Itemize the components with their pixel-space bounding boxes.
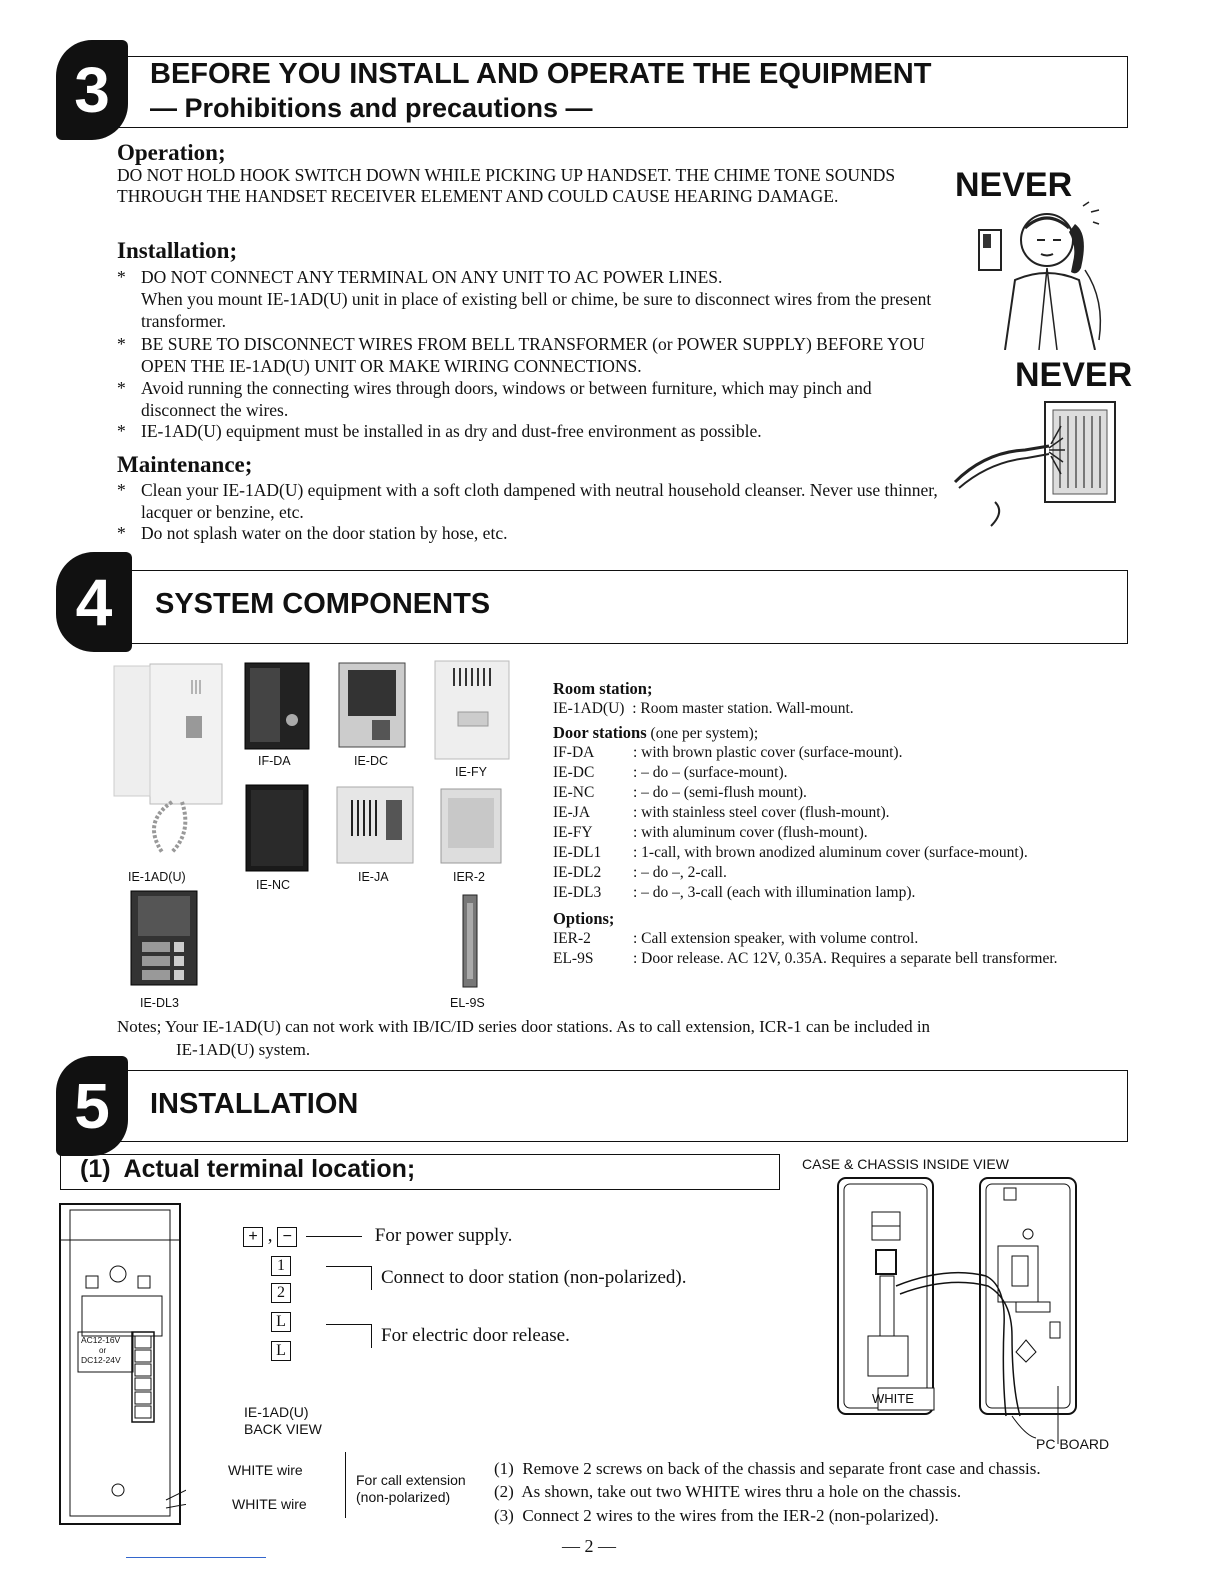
el-9s-door-release-image — [455, 893, 485, 989]
white-label-case: WHITE — [872, 1391, 914, 1406]
call-extension-label-2: (non-polarized) — [356, 1489, 451, 1505]
door-item-ie-ja — [553, 803, 890, 823]
door-stations-heading — [553, 723, 758, 744]
section-3-number-badge — [56, 40, 128, 140]
installation-item-3-text: Avoid running the connecting wires through doors, windows or between furniture, which may pinch and disconnect the wires. — [141, 378, 872, 420]
panel-ac-label: AC12-16V — [81, 1335, 121, 1345]
option-item-ier-2 — [553, 929, 918, 949]
section-3-title: BEFORE YOU INSTALL AND OPERATE THE EQUIPMENT — [150, 58, 932, 90]
caption-ier-2: IER-2 — [453, 870, 485, 884]
page-number: — 2 — — [562, 1536, 616, 1556]
ie-dl3-door-station-image — [130, 890, 198, 986]
ie-1adu-back-view-drawing — [56, 1200, 186, 1530]
step-1: (1) Remove 2 screws on back of the chassis and separate front case and chassis. — [494, 1459, 1041, 1478]
door-item-value: : with aluminum cover (flush-mount). — [633, 824, 868, 841]
door-item-ie-dl2 — [553, 863, 727, 883]
caption-ie-1adu: IE-1AD(U) — [128, 870, 186, 884]
option-item-key: EL-9S — [553, 950, 594, 967]
section-5-number: 5 — [74, 1070, 110, 1142]
pc-board-label: PC BOARD — [1036, 1436, 1110, 1452]
panel-dc-label: DC12-24V — [81, 1355, 121, 1365]
terminal-minus: − — [277, 1227, 297, 1247]
white-wire-bracket — [338, 1452, 346, 1518]
bullet-star: * — [117, 267, 126, 287]
section-3-subtitle: — Prohibitions and precautions — — [150, 93, 593, 123]
terminal-l2: L — [271, 1341, 291, 1361]
panel-or-label: or — [99, 1346, 107, 1355]
terminal-1-box — [271, 1254, 291, 1276]
door-item-value: : – do – (semi-flush mount). — [633, 784, 807, 801]
option-item-el-9s — [553, 949, 1058, 969]
door-item-ie-dc — [553, 763, 788, 783]
door-item-key: IF-DA — [553, 744, 595, 761]
door-item-key: IE-DL3 — [553, 884, 602, 901]
notes-line-1: Notes; Your IE-1AD(U) can not work with IB/IC/ID series door stations. As to call extension, ICR-1 can be included in — [117, 1017, 931, 1036]
bracket-door-line — [326, 1266, 372, 1290]
handset-warning-illustration — [975, 200, 1125, 350]
ie-fy-door-station-image — [434, 660, 510, 760]
case-chassis-caption: CASE & CHASSIS INSIDE VIEW — [802, 1156, 1009, 1172]
caption-ie-ja: IE-JA — [358, 870, 389, 884]
step-2: (2) As shown, take out two WHITE wires thru a hole on the chassis. — [494, 1482, 962, 1501]
terminal-l1: L — [271, 1312, 291, 1332]
white-wire-label-1: WHITE wire — [228, 1462, 303, 1478]
option-item-key: IER-2 — [553, 930, 591, 947]
terminal-1: 1 — [271, 1256, 291, 1276]
door-item-if-da — [553, 743, 902, 763]
terminal-location-title: (1) Actual terminal location; — [80, 1155, 416, 1183]
caption-el-9s: EL-9S — [450, 996, 485, 1010]
options-heading: Options; — [553, 909, 615, 928]
back-view-caption-2: BACK VIEW — [244, 1421, 322, 1437]
room-station-heading: Room station; — [553, 679, 653, 698]
dash-line — [306, 1236, 362, 1237]
maintenance-item-1 — [117, 479, 941, 523]
installation-heading: Installation; — [117, 238, 238, 263]
bullet-star: * — [117, 421, 126, 441]
terminal-power-row: + , − For power supply. — [243, 1225, 512, 1247]
installation-item-2 — [117, 333, 941, 377]
section-4-title: SYSTEM COMPONENTS — [155, 588, 491, 620]
hose-warning-illustration — [945, 392, 1125, 532]
ie-1adu-room-station-image — [112, 662, 227, 862]
terminal-plus: + — [243, 1227, 263, 1247]
caption-ie-nc: IE-NC — [256, 878, 291, 892]
terminal-door-text: Connect to door station (non-polarized). — [381, 1267, 687, 1288]
if-da-door-station-image — [244, 662, 310, 750]
caption-ie-dc: IE-DC — [354, 754, 389, 768]
ie-ja-door-station-image — [336, 786, 414, 864]
bullet-star: * — [117, 334, 126, 354]
installation-item-1-text: DO NOT CONNECT ANY TERMINAL ON ANY UNIT TO AC POWER LINES. — [141, 267, 723, 287]
maintenance-item-2-text: Do not splash water on the door station by hose, etc. — [141, 523, 508, 543]
terminal-l2-box — [271, 1339, 291, 1361]
footer-rule — [126, 1557, 266, 1558]
door-stations-note: (one per system); — [646, 725, 759, 742]
door-item-key: IE-FY — [553, 824, 593, 841]
operation-heading: Operation; — [117, 140, 226, 165]
installation-item-1b — [141, 288, 941, 332]
installation-item-1b-text: When you mount IE-1AD(U) unit in place of existing bell or chime, be sure to disconnect wires from the present transformer. — [141, 289, 932, 331]
door-item-ie-dl3 — [553, 883, 915, 903]
section-4-number: 4 — [75, 565, 113, 639]
white-wire-label-2: WHITE wire — [232, 1496, 307, 1512]
terminal-release-text: For electric door release. — [381, 1325, 570, 1346]
door-item-ie-fy — [553, 823, 868, 843]
back-view-caption-1: IE-1AD(U) — [244, 1404, 309, 1420]
door-item-value: : – do –, 3-call (each with illumination lamp). — [633, 884, 916, 901]
terminal-2: 2 — [271, 1283, 291, 1303]
door-item-key: IE-JA — [553, 804, 591, 821]
section-5-title: INSTALLATION — [150, 1088, 359, 1120]
never-label-2: NEVER — [1015, 356, 1133, 394]
door-item-value: : 1-call, with brown anodized aluminum cover (surface-mount). — [633, 844, 1028, 861]
section-5-number-badge — [56, 1056, 128, 1156]
terminal-2-box — [271, 1281, 291, 1303]
door-item-ie-dl1 — [553, 843, 1028, 863]
notes-line-2: IE-1AD(U) system. — [176, 1040, 311, 1059]
installation-item-2-text: BE SURE TO DISCONNECT WIRES FROM BELL TRANSFORMER (or POWER SUPPLY) BEFORE YOU OPEN THE IE-1AD(U) UNIT OR MAKE WIRING CONNECTIONS. — [141, 334, 925, 376]
ie-dc-door-station-image — [338, 662, 406, 748]
maintenance-item-2 — [117, 522, 941, 544]
terminal-power-text: For power supply. — [374, 1225, 513, 1246]
operation-text: DO NOT HOLD HOOK SWITCH DOWN WHILE PICKING UP HANDSET. THE CHIME TONE SOUNDS THROUGH THE HANDSET RECEIVER ELEMENT AND COULD CAUSE HEARING DAMAGE. — [117, 165, 896, 206]
door-item-value: : – do –, 2-call. — [633, 864, 727, 881]
bracket-release-line — [326, 1324, 372, 1348]
caption-if-da: IF-DA — [258, 754, 291, 768]
bullet-star: * — [117, 480, 126, 500]
caption-ie-fy: IE-FY — [455, 765, 487, 779]
installation-item-3 — [117, 377, 941, 421]
door-item-key: IE-DL1 — [553, 844, 602, 861]
option-item-value: : Door release. AC 12V, 0.35A. Requires a separate bell transformer. — [633, 950, 1058, 967]
step-3: (3) Connect 2 wires to the wires from the IER-2 (non-polarized). — [494, 1506, 939, 1525]
ie-nc-door-station-image — [245, 784, 309, 872]
door-item-ie-nc — [553, 783, 807, 803]
section-4-number-badge — [56, 552, 132, 652]
door-item-value: : with brown plastic cover (surface-mount). — [633, 744, 903, 761]
door-item-key: IE-DL2 — [553, 864, 602, 881]
door-item-value: : – do – (surface-mount). — [633, 764, 788, 781]
never-label-1: NEVER — [955, 166, 1073, 204]
call-extension-label-1: For call extension — [356, 1472, 466, 1488]
bullet-star: * — [117, 378, 126, 398]
door-item-key: IE-DC — [553, 764, 595, 781]
installation-item-4-text: IE-1AD(U) equipment must be installed in as dry and dust-free environment as possible. — [141, 421, 762, 441]
room-station-line: IE-1AD(U) : Room master station. Wall-mount. — [553, 700, 854, 717]
section-3-number: 3 — [74, 54, 110, 126]
installation-item-4 — [117, 420, 941, 442]
caption-ie-dl3: IE-DL3 — [140, 996, 179, 1010]
maintenance-heading: Maintenance; — [117, 452, 253, 477]
bullet-star: * — [117, 523, 126, 543]
installation-item-1 — [117, 266, 941, 288]
door-stations-title: Door stations — [553, 723, 647, 742]
ier-2-speaker-image — [440, 788, 502, 864]
maintenance-item-1-text: Clean your IE-1AD(U) equipment with a soft cloth dampened with neutral household cleanser. Never use thinner, lacquer or benzine, etc. — [141, 480, 938, 522]
door-item-value: : with stainless steel cover (flush-mount). — [633, 804, 890, 821]
option-item-value: : Call extension speaker, with volume control. — [633, 930, 919, 947]
door-item-key: IE-NC — [553, 784, 595, 801]
terminal-l1-box — [271, 1310, 291, 1332]
